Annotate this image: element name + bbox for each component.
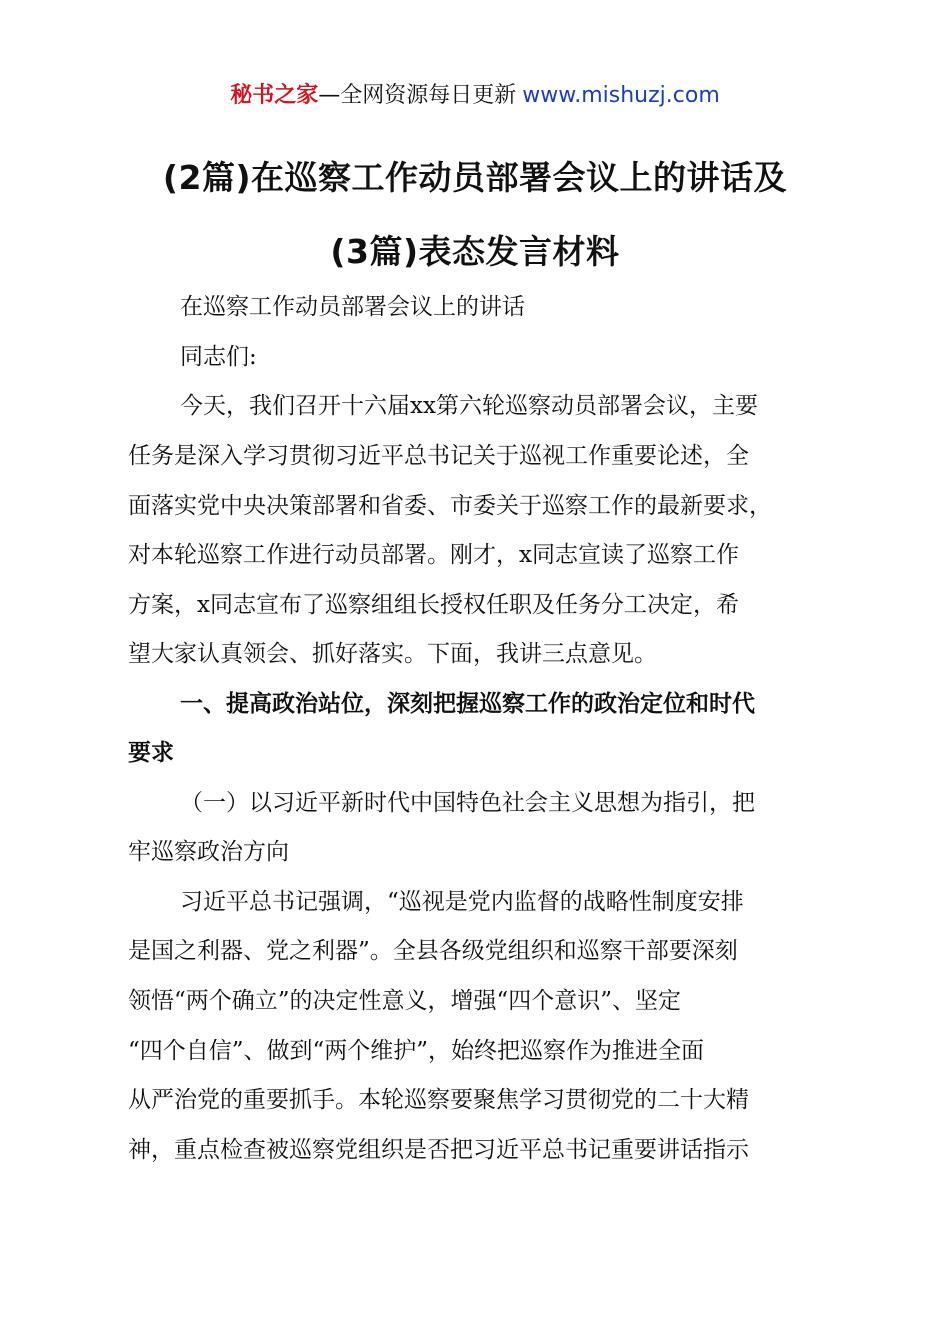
- subsection-heading-line: [0, 783, 950, 823]
- header-tagline: —全网资源每日更新: [318, 83, 517, 108]
- speech-title-line: [0, 287, 950, 327]
- subsection-heading-line: [0, 832, 950, 872]
- paragraph-text: 任务是深入学习贯彻习近平总书记关于巡视工作重要论述，全: [128, 443, 749, 469]
- section-heading: 一、提高政治站位，深刻把握巡察工作的政治定位和时代: [180, 691, 755, 717]
- paragraph-line: [0, 486, 950, 526]
- paragraph-line: [0, 882, 950, 922]
- paragraph-text: 领悟“两个确立”的决定性意义，增强“四个意识”、坚定: [128, 988, 682, 1014]
- section-heading: 要求: [128, 740, 174, 766]
- paragraph-text: 面落实党中央决策部署和省委、市委关于巡察工作的最新要求，: [128, 493, 772, 519]
- paragraph-line: [0, 535, 950, 575]
- site-url[interactable]: www.mishuzj.com: [522, 83, 720, 108]
- paragraph-line: [0, 1031, 950, 1071]
- paragraph-text: 从严治党的重要抓手。本轮巡察要聚焦学习贯彻党的二十大精: [128, 1087, 749, 1113]
- paragraph-text: 今天，我们召开十六届xx第六轮巡察动员部署会议，主要: [180, 393, 758, 419]
- paragraph-line: [0, 981, 950, 1021]
- speech-title: 在巡察工作动员部署会议上的讲话: [180, 294, 525, 320]
- salutation: 同志们:: [180, 344, 257, 370]
- paragraph-line: [0, 585, 950, 625]
- section-heading-line: [0, 733, 950, 773]
- paragraph-text: 是国之利器、党之利器”。全县各级党组织和巡察干部要深刻: [128, 938, 738, 964]
- document-title-line-1: (2篇)在巡察工作动员部署会议上的讲话及: [162, 158, 788, 197]
- paragraph-text: 对本轮巡察工作进行动员部署。刚才，x同志宣读了巡察工作: [128, 542, 739, 568]
- salutation-line: [0, 337, 950, 377]
- section-heading-line: [0, 684, 950, 724]
- paragraph-text: 望大家认真领会、抓好落实。下面，我讲三点意见。: [128, 641, 657, 667]
- brand-name: 秘书之家: [230, 83, 319, 108]
- paragraph-line: [0, 1130, 950, 1170]
- paragraph-line: [0, 1080, 950, 1120]
- paragraph-text: 习近平总书记强调，“巡视是党内监督的战略性制度安排: [180, 889, 744, 915]
- document-title-line-2: (3篇)表态发言材料: [330, 232, 620, 271]
- paragraph-line: [0, 634, 950, 674]
- subsection-heading: （一）以习近平新时代中国特色社会主义思想为指引，把: [180, 790, 755, 816]
- paragraph-text: “四个自信”、做到“两个维护”，始终把巡察作为推进全面: [128, 1038, 705, 1064]
- paragraph-line: [0, 931, 950, 971]
- subsection-heading: 牢巡察政治方向: [128, 839, 289, 865]
- paragraph-text: 神，重点检查被巡察党组织是否把习近平总书记重要讲话指示: [128, 1137, 749, 1163]
- paragraph-text: 方案，x同志宣布了巡察组组长授权任职及任务分工决定，希: [128, 592, 739, 618]
- site-header: [0, 80, 950, 112]
- paragraph-line: [0, 436, 950, 476]
- paragraph-line: [0, 386, 950, 426]
